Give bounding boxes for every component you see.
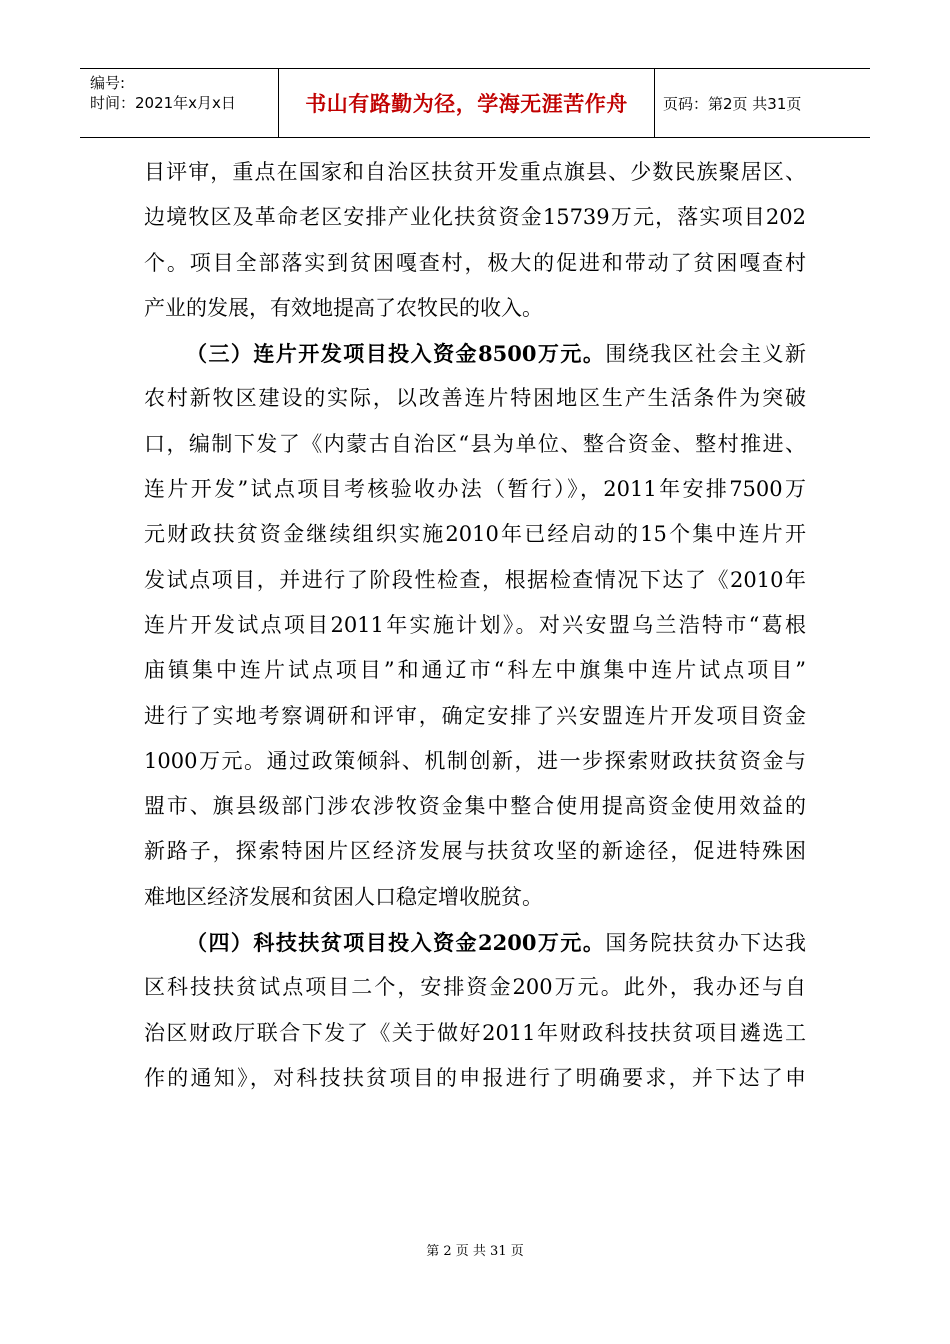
body-line: 进行了实地考察调研和评审，确定安排了兴安盟连片开发项目资金	[144, 703, 806, 728]
body-line: 元财政扶贫资金继续组织实施2010年已经启动的15个集中连片开	[144, 522, 806, 547]
body-line: 盟市、旗县级部门涉农涉牧资金集中整合使用提高资金使用效益的	[144, 794, 806, 819]
section-heading: （四）科技扶贫项目投入资金2200万元。	[186, 930, 606, 956]
body-line: 口，编制下发了《内蒙古自治区“县为单位、整合资金、整村推进、	[144, 431, 806, 456]
body-line: 产业的发展，有效地提高了农牧民的收入。	[144, 295, 543, 320]
body-line: 区科技扶贫试点项目二个，安排资金200万元。此外，我办还与自	[144, 975, 806, 1000]
body-line: 1000万元。通过政策倾斜、机制创新，进一步探索财政扶贫资金与	[144, 748, 806, 773]
header-motto: 书山有路勤为径，学海无涯苦作舟	[279, 69, 655, 137]
section-heading-line: （四）科技扶贫项目投入资金2200万元。国务院扶贫办下达我	[186, 930, 807, 956]
page-header	[80, 68, 870, 138]
section-heading: （三）连片开发项目投入资金8500万元。	[186, 341, 606, 367]
body-line: 治区财政厅联合下发了《关于做好2011年财政科技扶贫项目遴选工	[144, 1020, 806, 1045]
page-footer: 第 2 页 共 31 页	[426, 1244, 524, 1259]
body-line: 农村新牧区建设的实际，以改善连片特困地区生产生活条件为突破	[144, 386, 806, 411]
document-time-label: 时间：2021年x月x日	[90, 94, 236, 112]
body-line: 个。项目全部落实到贫困嘎查村，极大的促进和带动了贫困嘎查村	[144, 250, 806, 275]
document-body	[144, 150, 806, 1101]
header-meta-cell	[80, 69, 279, 137]
body-line: 作的通知》，对科技扶贫项目的申报进行了明确要求，并下达了申	[144, 1065, 806, 1090]
body-line: 新路子，探索特困片区经济发展与扶贫攻坚的新途径，促进特殊困	[144, 839, 806, 864]
header-page-info: 页码：第2页 共31页	[663, 94, 802, 113]
body-line: 连片开发”试点项目考核验收办法（暂行）》，2011年安排7500万	[144, 477, 806, 502]
body-line: 庙镇集中连片试点项目”和通辽市“科左中旗集中连片试点项目”	[144, 658, 806, 683]
body-line: 难地区经济发展和贫困人口稳定增收脱贫。	[144, 884, 543, 909]
body-line: 目评审，重点在国家和自治区扶贫开发重点旗县、少数民族聚居区、	[144, 160, 806, 184]
body-line: 连片开发试点项目2011年实施计划》。对兴安盟乌兰浩特市“葛根	[144, 612, 806, 637]
section-heading-line: （三）连片开发项目投入资金8500万元。围绕我区社会主义新	[186, 341, 807, 367]
body-line: 发试点项目，并进行了阶段性检查，根据检查情况下达了《2010年	[144, 567, 806, 592]
body-line: 边境牧区及革命老区安排产业化扶贫资金15739万元，落实项目202	[144, 205, 806, 230]
document-code-label: 编号:	[90, 74, 126, 92]
